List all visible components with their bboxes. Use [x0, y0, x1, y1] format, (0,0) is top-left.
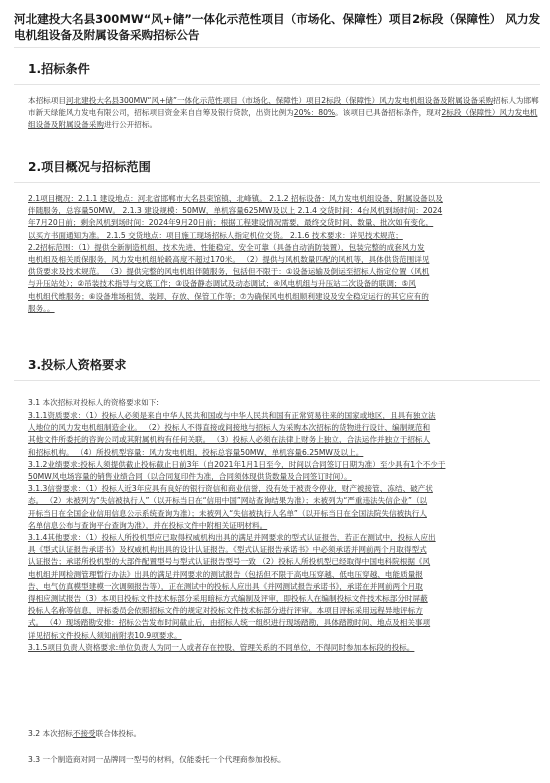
section-3-2-paragraph	[28, 728, 540, 740]
section-1-text: 本招标项目	[28, 96, 66, 105]
section-2-line: 供货要求及技术规范。 （3）提供完整的风电机组伴随服务，包括但不限于：①设备运输及倒运至招标人指定位置（风机	[28, 267, 430, 277]
section-2-line: 2.1项目概况：2.1.1 建设地点：河北省邯郸市大名县束馆镇、北峰镇。 2.1.2 招标设备：风力发电机组设备、附属设备以及	[28, 194, 443, 203]
section-2-line: 与升压站处）；②吊装技术指导与交底工作；③设备静态调试及动态调试；④风电机组与升压站二次设备的联调；⑤风	[28, 279, 416, 289]
section-3-line: 和招标机构。 （4）所投机型容量：风力发电机组，投标总容量50MW、单机容量6.25MW及以上。	[28, 447, 364, 457]
section-2-paragraph	[28, 193, 540, 315]
section-1-text: 招标人为邯郸市新天绿能风力发电有限公司，招标项目资金来自自筹及银行贷款，出资比例为	[28, 96, 539, 118]
section-3-line: 开标当日在全国企业信用信息公示系统查询为准）；未被列入“失信被执行人名单”（以开标当日在全国法院失信被执行人	[28, 508, 427, 518]
section-1-ratio: 20%：80%	[293, 108, 336, 118]
section-1-lot-name: 2标段（保障性）风力发电机组设备及附属设备采购	[28, 108, 538, 130]
section-3-line: 详见招标文件投标人须知前附表10.9项要求。	[28, 630, 182, 640]
section-3-line: 式。 （4）现场踏勘安排：招标公告发布时间截止后，由招标人统一组织进行现场踏勘，具体踏勘时间、地点及相关事项	[28, 618, 431, 628]
section-3-line: 3.1.4其他要求：（1）投标人所投机型应已取得权威机构出具的满足并网要求的型式认证报告，若正在测试中，投标人应出	[28, 533, 436, 543]
section-3-3-paragraph: 3.3 一个制造商对同一品牌同一型号的材料，仅能委托一个代理商参加投标。	[28, 755, 286, 764]
section-1-text: 进行公开招标。	[103, 120, 158, 130]
section-2-line: 2.2招标范围：（1）提供全新制造机组、技术先进、性能稳定、安全可靠（具备自动消防装置），包装完整的成套风力发	[28, 242, 425, 252]
section-1-paragraph	[28, 95, 540, 132]
section-2-line: 年7月20日前；剩余风机到场时间：2024年9月20日前；根据工程建设情况需要，最终交货时间、数量、批次如有变化，	[28, 218, 434, 228]
title-divider	[14, 47, 540, 48]
section-2-line: 伴随服务，总容量50MW。 2.1.3 建设规模：50MW，单机容量625MW及以上 2.1.4 交货时间：4台风机到场时间：2024	[28, 206, 443, 216]
section-3-line: 3.1.1资质要求：（1）投标人必须是来自中华人民共和国或与中华人民共和国有正常贸易往来的国家或地区，且具有独立法	[28, 411, 436, 420]
page-title: 河北建投大名县300MW“风+储”一体化示范性项目（市场化、保障性）项目2标段（保障性） 风力发电机组设备及附属设备采购招标公告	[14, 12, 541, 42]
section-3-2-emphasis: 不接受	[72, 729, 96, 738]
section-3-line: 3.1.3信誉要求：（1）投标人近3年应具有良好的银行资信和商业信誉，没有处于被责令停业，财产被接管、冻结、破产状	[28, 484, 433, 494]
section-3-2-text: 联合体投标。	[95, 729, 142, 738]
section-3-line: 得相应测试报告（3）本项目投标文件技术标部分采用暗标方式编制及评审，即投标人在编制投标文件技术标部分时屏蔽	[28, 594, 428, 604]
section-1-divider	[14, 84, 540, 85]
section-3-line: 具《型式认证报告承诺书》及权威机构出具的设计认证报告。《型式认证报告承诺书》中必须承诺并网前两个月取得型式	[28, 545, 427, 555]
section-3-line: 3.1.5项目负责人资格要求:单位负责人为同一人或者存在控股、管理关系的不同单位，不得同时参加本标段的投标。	[28, 642, 415, 652]
section-1-text: 。该项目已具备招标条件，现对	[335, 108, 442, 118]
section-3-line: 50MW风电场容量的销售业绩合同（以合同复印件为准，合同须体现供货数量及合同签订时间）。	[28, 472, 352, 482]
section-3-line: 态。 （2）未被列为“失信被执行人”（以开标当日在“信用中国”网站查询结果为准）；未被列为“严重违法失信企业”（以	[28, 496, 428, 506]
section-3-2-text: 3.2 本次招标	[28, 729, 73, 738]
section-2-divider	[14, 182, 540, 183]
section-2-line: 电机组代维服务；⑥设备堆场租赁、装卸、存放、保管工作等；⑦为确保风电机组顺利建设及安全稳定运行的其它应有的	[28, 291, 429, 301]
section-2-line: 服务。。	[28, 303, 55, 313]
section-2-line: 以买方书面通知为准。 2.1.5 交货地点：项目施工现场招标人指定机位交货。 2.1.6 技术要求：详见技术规范；	[28, 230, 403, 240]
section-1-heading: 1.招标条件	[28, 62, 90, 76]
section-3-line: 名单信息公布与查询平台查询为准），并在投标文件中附相关证明材料。	[28, 520, 268, 530]
section-3-intro: 3.1 本次招标对投标人的资格要求如下:	[28, 398, 159, 407]
section-3-line: 人地位的风力发电机组制造企业。 （2）投标人不得直接或间接地与招标人为采购本次招标的货物进行设计、编制规范和	[28, 423, 431, 433]
section-3-line: 其他文件所委托的咨询公司或其附属机构有任何关联。 （3）投标人必须在法律上财务上独立，合法运作并独立于招标人	[28, 435, 431, 445]
section-3-line: 3.1.2业绩要求:投标人须提供截止投标截止日前3年（自2021年1月1日至今，时间以合同签订日期为准）至少具有1个不少于	[28, 459, 446, 469]
section-2-heading: 2.项目概况与招标范围	[28, 160, 151, 174]
section-3-divider	[14, 380, 540, 381]
section-3-requirements	[28, 410, 540, 654]
section-2-line: 电机组及相关质保服务，风力发电机组轮毂高度不超过170米。 （2）提供与风机数量匹配的风机等，具体供货范围详见	[28, 255, 430, 265]
section-3-line: 告、电气仿真模型建模一次调频报告等），正在测试中的投标人应出具《并网测试报告承诺书》，承诺在并网前两个月取	[28, 581, 423, 591]
section-1-project-name: 河北建投大名县300MW“风+储”一体化示范性项目（市场化、保障性）项目2标段（保障性）风力发电机组设备及附属设备采购	[65, 96, 494, 105]
section-3-line: 投标人名称等信息，评标委员会依照招标文件的规定对投标文件技术标部分进行评审。本项目评标采用远程异地评标方	[28, 606, 423, 616]
section-3-line: 认证报告；承诺所投机型的大部件配置型号与型式认证报告型号一致 （2）投标人所投机型已经取得中国电科院根据《风	[28, 557, 431, 567]
section-3-heading: 3.投标人资格要求	[28, 358, 127, 372]
section-3-line: 电机组并网检测管理暂行办法》出具的满足并网要求的测试报告（包括但不限于高电压穿越、低电压穿越、电能质量报	[28, 569, 423, 579]
